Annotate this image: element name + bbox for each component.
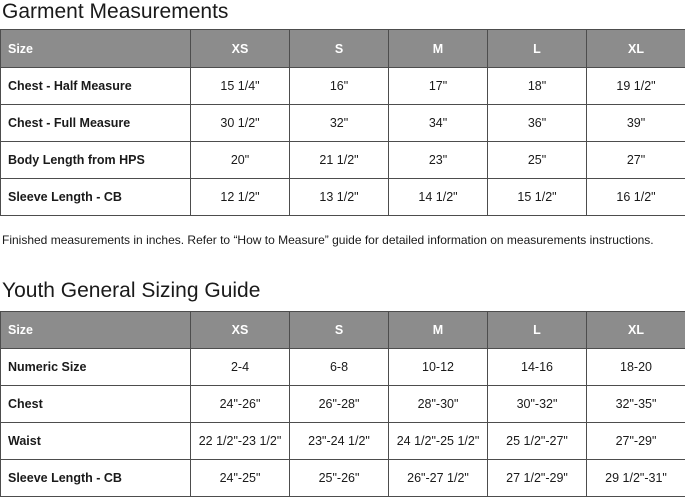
size-header-l: L (488, 30, 587, 68)
table-cell: 20" (191, 142, 290, 179)
table-cell: 6-8 (290, 349, 389, 386)
table-row (1, 423, 685, 460)
row-label: Chest (1, 386, 191, 423)
row-label: Chest - Full Measure (1, 105, 191, 142)
table-row (1, 460, 685, 497)
table-cell: 15 1/2" (488, 179, 587, 216)
youth-sizing-guide-title: Youth General Sizing Guide (2, 279, 261, 302)
table-cell: 10-12 (389, 349, 488, 386)
size-header-s: S (290, 30, 389, 68)
table-cell: 22 1/2"-23 1/2" (191, 423, 290, 460)
table-cell: 39" (587, 105, 685, 142)
measurement-note: Finished measurements in inches. Refer to “How to Measure” guide for detailed information on measurements instructions. (2, 233, 654, 247)
table-row (1, 68, 685, 105)
table-cell: 26"-28" (290, 386, 389, 423)
table-cell: 32"-35" (587, 386, 685, 423)
table-cell: 14-16 (488, 349, 587, 386)
row-label: Sleeve Length - CB (1, 460, 191, 497)
table-cell: 17" (389, 68, 488, 105)
table-header-row (1, 312, 685, 349)
table-cell: 26"-27 1/2" (389, 460, 488, 497)
row-label: Numeric Size (1, 349, 191, 386)
table-cell: 36" (488, 105, 587, 142)
table-cell: 34" (389, 105, 488, 142)
size-header-m: M (389, 30, 488, 68)
table-cell: 25"-26" (290, 460, 389, 497)
table-cell: 29 1/2"-31" (587, 460, 685, 497)
size-header-xl: XL (587, 312, 685, 349)
table-cell: 27 1/2"-29" (488, 460, 587, 497)
youth-sizing-table (0, 311, 685, 497)
table-cell: 24 1/2"-25 1/2" (389, 423, 488, 460)
table-cell: 24"-26" (191, 386, 290, 423)
table-cell: 21 1/2" (290, 142, 389, 179)
size-header-l: L (488, 312, 587, 349)
table-row (1, 386, 685, 423)
size-header-xs: XS (191, 312, 290, 349)
table-cell: 30"-32" (488, 386, 587, 423)
table-cell: 18" (488, 68, 587, 105)
table-row (1, 105, 685, 142)
table-cell: 12 1/2" (191, 179, 290, 216)
table-cell: 2-4 (191, 349, 290, 386)
size-header-m: M (389, 312, 488, 349)
table-cell: 13 1/2" (290, 179, 389, 216)
table-cell: 32" (290, 105, 389, 142)
size-header-label: Size (1, 312, 191, 349)
table-cell: 23" (389, 142, 488, 179)
table-header-row (1, 30, 685, 68)
table-cell: 30 1/2" (191, 105, 290, 142)
row-label: Chest - Half Measure (1, 68, 191, 105)
table-cell: 15 1/4" (191, 68, 290, 105)
table-cell: 18-20 (587, 349, 685, 386)
table-row (1, 179, 685, 216)
table-row (1, 349, 685, 386)
size-header-xs: XS (191, 30, 290, 68)
row-label: Body Length from HPS (1, 142, 191, 179)
size-header-xl: XL (587, 30, 685, 68)
row-label: Waist (1, 423, 191, 460)
table-cell: 14 1/2" (389, 179, 488, 216)
table-cell: 19 1/2" (587, 68, 685, 105)
table-cell: 24"-25" (191, 460, 290, 497)
size-header-s: S (290, 312, 389, 349)
size-header-label: Size (1, 30, 191, 68)
garment-measurements-title: Garment Measurements (2, 0, 229, 23)
row-label: Sleeve Length - CB (1, 179, 191, 216)
table-cell: 28"-30" (389, 386, 488, 423)
garment-measurements-table (0, 29, 685, 216)
table-cell: 27" (587, 142, 685, 179)
table-row (1, 142, 685, 179)
table-cell: 27"-29" (587, 423, 685, 460)
table-cell: 25 1/2"-27" (488, 423, 587, 460)
table-cell: 25" (488, 142, 587, 179)
table-cell: 16" (290, 68, 389, 105)
table-cell: 23"-24 1/2" (290, 423, 389, 460)
table-cell: 16 1/2" (587, 179, 685, 216)
